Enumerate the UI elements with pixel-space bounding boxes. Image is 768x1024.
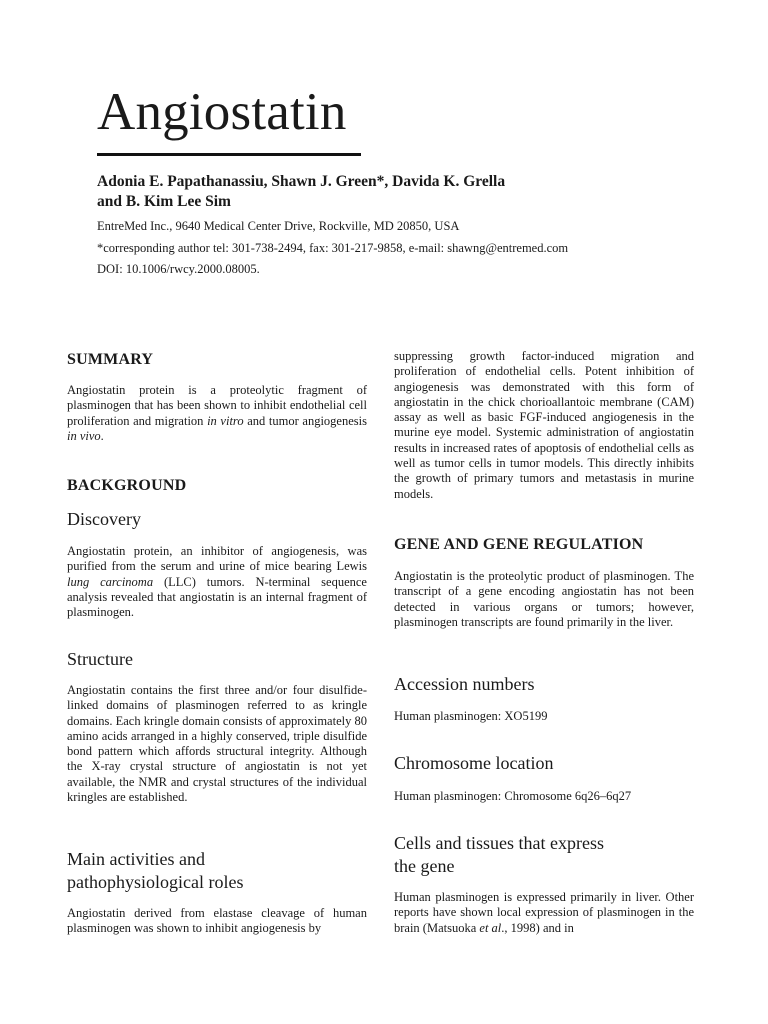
background-heading: BACKGROUND — [67, 477, 187, 494]
discovery-paragraph: Angiostatin protein, an inhibitor of angiogenesis, was purified from the serum and urine of mice bearing Lewis lung carcinoma (LLC) tumors. N-terminal sequence analysis revealed that angiostatin is an internal fragment of plasminogen. — [67, 544, 367, 620]
title-rule — [97, 153, 361, 156]
corresponding-author: *corresponding author tel: 301-738-2494, fax: 301-217-9858, e-mail: shawng@entremed.com — [97, 241, 569, 255]
accession-paragraph: Human plasminogen: XO5199 — [394, 709, 548, 723]
structure-paragraph: Angiostatin contains the first three and/or four disulfide-linked domains of plasminogen referred to as kringle domains. Each kringle domain consists of approximately 80 amino acids arranged in a highly conserved, triple disulfide bond pattern which affords structural integrity. Although the X-ray crystal structure of angiostatin is not yet available, the NMR and crystal structures of the individual kringles are established. — [67, 683, 367, 805]
cells-tissues-heading: Cells and tissues that express the gene — [394, 833, 604, 876]
chromosome-paragraph: Human plasminogen: Chromosome 6q26–6q27 — [394, 789, 632, 803]
authors-line-2: and B. Kim Lee Sim — [97, 193, 231, 210]
discovery-heading: Discovery — [67, 509, 141, 529]
authors-line-1: Adonia E. Papathanassiu, Shawn J. Green*, Davida K. Grella — [97, 173, 506, 190]
gene-regulation-paragraph: Angiostatin is the proteolytic product of plasminogen. The transcript of a gene encoding angiostatin has not been detected in various organs or tumors; however, plasminogen transcripts are found primarily in the liver. — [394, 569, 694, 629]
affiliation: EntreMed Inc., 9640 Medical Center Drive, Rockville, MD 20850, USA — [97, 219, 460, 233]
main-activities-heading: Main activities and pathophysiological roles — [67, 849, 244, 892]
gene-regulation-heading: GENE AND GENE REGULATION — [394, 536, 644, 553]
author-list — [97, 172, 657, 212]
structure-heading: Structure — [67, 649, 133, 669]
doi: DOI: 10.1006/rwcy.2000.08005. — [97, 262, 260, 276]
chromosome-heading: Chromosome location — [394, 753, 554, 773]
summary-heading: SUMMARY — [67, 351, 154, 368]
main-activities-paragraph: Angiostatin derived from elastase cleavage of human plasminogen was shown to inhibit angiogenesis by — [67, 906, 367, 936]
cells-tissues-paragraph: Human plasminogen is expressed primarily in liver. Other reports have shown local expression of plasminogen in the brain (Matsuoka et al., 1998) and in — [394, 890, 694, 935]
continuation-paragraph: suppressing growth factor-induced migration and proliferation of endothelial cells. Potent inhibition of angiogenesis was demonstrated with this form of angiostatin in the chick chorioallantoic membrane (CAM) assay as well as basic FGF-induced angiogenesis in the murine eye model. Systemic administration of angiostatin results in increased rates of apoptosis of endothelial cells as well as tumor cells in tumor models. This directly inhibits the growth of primary tumors and metastasis in murine models. — [394, 349, 694, 501]
article-title: Angiostatin — [97, 83, 347, 141]
accession-heading: Accession numbers — [394, 674, 535, 694]
summary-paragraph: Angiostatin protein is a proteolytic fragment of plasminogen that has been shown to inhibit endothelial cell proliferation and migration in vitro and tumor angiogenesis in vivo. — [67, 383, 367, 443]
